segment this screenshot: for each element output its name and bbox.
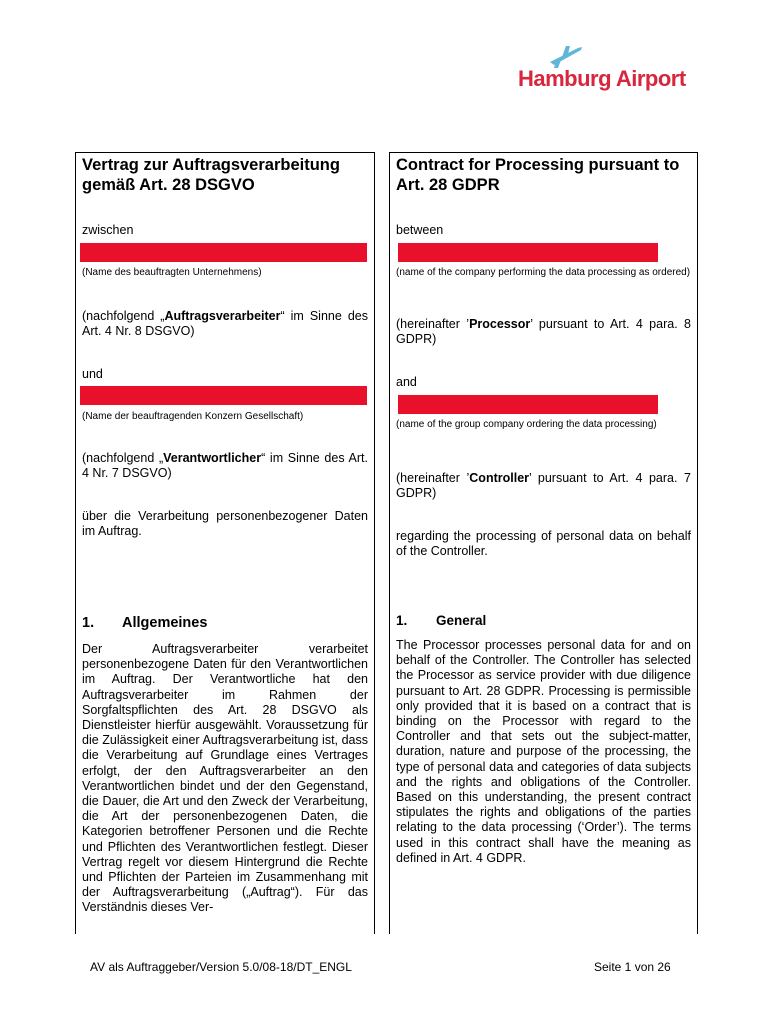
company-logo: Hamburg Airport bbox=[518, 66, 686, 91]
english-processor-caption: (name of the company performing the data processing as ordered) bbox=[396, 267, 691, 278]
german-controller-caption: (Name der beauftragenden Konzern Gesellschaft) bbox=[82, 411, 304, 422]
english-processor-definition: (hereinafter ’Processor’ pursuant to Art. 4 para. 8 GDPR) bbox=[396, 317, 691, 347]
german-processor-definition: (nachfolgend „Auftragsverarbeiter“ im Sinne des Art. 4 Nr. 8 DSGVO) bbox=[82, 309, 368, 339]
german-processor-caption: (Name des beauftragten Unternehmens) bbox=[82, 267, 262, 278]
controller-name-field[interactable] bbox=[80, 386, 367, 405]
german-and: und bbox=[82, 367, 103, 381]
german-between: zwischen bbox=[82, 223, 134, 237]
german-controller-definition: (nachfolgend „Verantwortlicher“ im Sinne des Art. 4 Nr. 7 DSGVO) bbox=[82, 451, 369, 481]
english-column bbox=[389, 152, 698, 934]
english-title: Contract for Processing pursuant to Art. 28 GDPR bbox=[396, 156, 680, 194]
english-regarding: regarding the processing of personal data on behalf of the Controller. bbox=[396, 529, 691, 559]
english-section-heading: 1. General bbox=[396, 613, 487, 628]
english-controller-caption: (name of the group company ordering the data processing) bbox=[396, 419, 657, 430]
german-column bbox=[75, 152, 375, 934]
german-section-heading: 1. Allgemeines bbox=[82, 615, 208, 631]
footer-version: AV als Auftraggeber/Version 5.0/08-18/DT_ENGL bbox=[90, 960, 352, 974]
german-section-body: Der Auftragsverarbeiter verarbeitet personenbezogene Daten für den Verantwortlichen im Auftrag. Der Verantwortliche hat den Auftragsverarbeiter im Rahmen der Sorgfaltspflichten des Art. 28 DSGVO als Dienstleister hierfür ausgewählt. Voraussetzung für die Zulässigkeit einer Auftragsverarbeitung ist, dass die Verarbeitung auf Grundlage eines Vertrages erfolgt, der den Auftragsverarbeiter an den Verantwortlichen bindet und der den Gegenstand, die Dauer, die Art und den Zweck der Verarbeitung, die Art der personenbezogenen Daten, die Kategorien betroffener Personen und die Rechte und Pflichten des Verantwortlichen festlegt. Dieser Vertrag regelt vor diesem Hintergrund die Rechte und Pflichten der Parteien im Zusammenhang mit der Auftragsverarbeitung („Auftrag“). Für das Verständnis dieses Ver- bbox=[82, 642, 368, 915]
english-controller-definition: (hereinafter ’Controller’ pursuant to Art. 4 para. 7 GDPR) bbox=[396, 471, 691, 501]
english-between: between bbox=[396, 223, 444, 237]
german-regarding: über die Verarbeitung personenbezogener Daten im Auftrag. bbox=[82, 509, 368, 539]
german-title: Vertrag zur Auftragsverarbeitung gemäß Art. 28 DSGVO bbox=[82, 156, 340, 194]
controller-name-field-en[interactable] bbox=[398, 395, 658, 414]
processor-name-field[interactable] bbox=[80, 243, 367, 262]
english-and: and bbox=[396, 375, 417, 389]
english-section-body: The Processor processes personal data for and on behalf of the Controller. The Controller has selected the Processor as service provider with due diligence pursuant to Art. 28 GDPR. Processing is permissible only provided that it is based on a contract that is binding on the Processor with regard to the Controller and that sets out the subject-matter, duration, nature and purpose of the processing, the type of personal data and categories of data subjects and the rights and obligations of the Controller. Based on this understanding, the present contract stipulates the rights and obligations of the parties relating to the data processing (‘Order’). The terms used in this contract shall have the meaning as defined in Art. 4 GDPR. bbox=[396, 638, 691, 865]
page-number: Seite 1 von 26 bbox=[594, 960, 671, 974]
processor-name-field-en[interactable] bbox=[398, 243, 658, 262]
